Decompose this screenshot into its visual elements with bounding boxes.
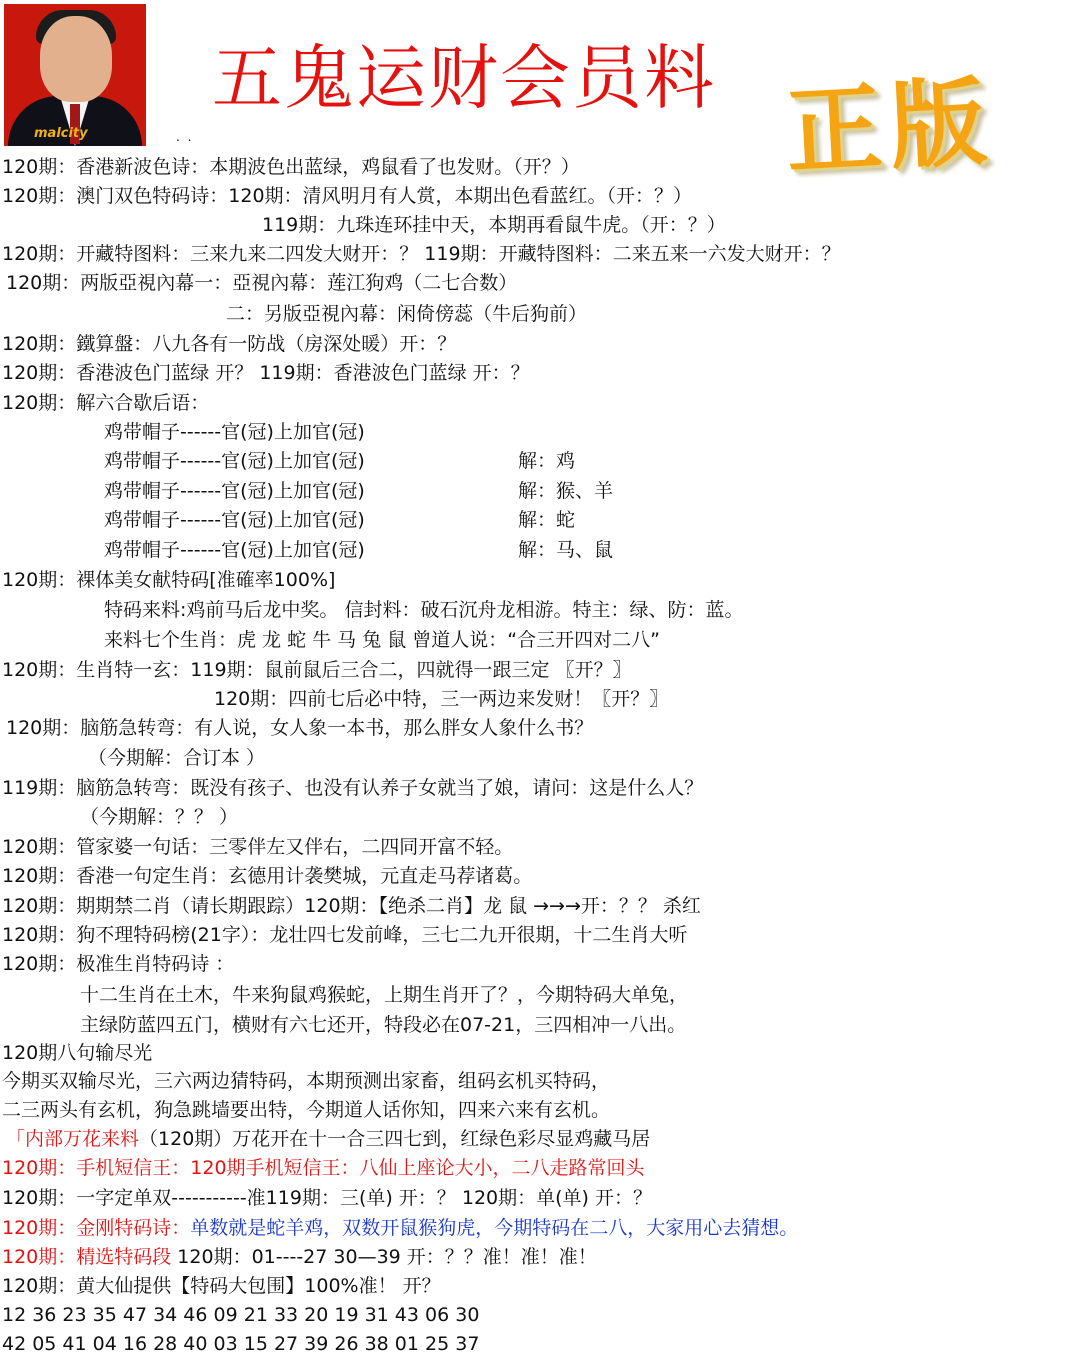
wanhua-label: 「内部万花来料 (6, 1128, 140, 1150)
line-accurate-poem-heading: 120期：极准生肖特码诗 ： (2, 953, 235, 975)
line-brain-teaser-119: 119期：脑筋急转弯：既没有孩子、也没有认养子女就当了娘，请问：这是什么人？ (2, 777, 704, 799)
decorative-dots: . . (176, 130, 194, 144)
line-macau-color-poem: 120期：澳门双色特码诗：120期：清风明月有人赏，本期出色看蓝红。（开：？） (2, 185, 693, 207)
line-selected-range (2, 1244, 597, 1270)
line-riddle-3: 鸡带帽子------官(冠)上加官(冠) (104, 480, 365, 502)
line-riddle-5: 鸡带帽子------官(冠)上加官(冠) (104, 539, 365, 561)
line-macau-119: 119期：九珠连环挂中天，本期再看鼠牛虎。（开：？） (262, 214, 726, 236)
line-atv-inside-2: 二：另版亞視內幕：闲倚傍蕊（牛后狗前） (226, 303, 588, 325)
line-code-source: 特码来料:鸡前马后龙中奖。 信封料：破石沉舟龙相游。特主：绿、防：蓝。 (104, 599, 744, 621)
line-riddle-2-answer: 解：鸡 (518, 450, 576, 472)
line-riddle-5-answer: 解：马、鼠 (518, 539, 614, 561)
line-accurate-poem-2: 主绿防蓝四五门，横财有六七还开，特段必在07-21，三四相冲一八出。 (80, 1014, 687, 1036)
page-title: 五鬼运财会员料 (212, 37, 716, 119)
line-eight-verses-2: 二三两头有玄机，狗急跳墙要出特，今期道人话你知，四来六来有玄机。 (2, 1099, 611, 1121)
line-goubuli-list: 120期：狗不理特码榜(21字）：龙壮四七发前峰，三七二九开很期，十二生肖大听 (2, 924, 688, 946)
line-riddle-heading: 120期：解六合歇后语： (2, 392, 210, 414)
selected-range-label: 120期：精选特码段 (2, 1246, 172, 1268)
line-abacus: 120期：鐵算盤：八九各有一防战（房深处暖）开：？ (2, 333, 457, 355)
line-atv-inside-1: 120期：两版亞視內幕一：亞視內幕：莲江狗鸡（二七合数） (6, 272, 518, 294)
line-wong-tai-sin: 120期：黄大仙提供【特码大包围】100%准！ 开？ (2, 1275, 441, 1297)
line-vajra-poem (2, 1215, 798, 1241)
line-ban-two-zodiacs: 120期：期期禁二肖（请长期跟踪）120期：【绝杀二肖】龙 鼠 →→→开：？？ 杀红 (2, 895, 701, 917)
line-brain-teaser-119-answer: （今期解：？？ ） (80, 806, 239, 828)
line-eight-verses-1: 今期买双输尽光，三六两边猜特码，本期预测出家畜，组码玄机买特码， (2, 1070, 611, 1092)
line-riddle-2: 鸡带帽子------官(冠)上加官(冠) (104, 450, 365, 472)
vajra-label: 120期：金刚特码诗： (2, 1217, 191, 1239)
line-zodiac-mystery: 120期：生肖特一玄：119期：鼠前鼠后三合二，四就得一跟三定 〖开？〗 (2, 659, 632, 681)
line-hk-wave-door: 120期：香港波色门蓝绿 开？ 119期：香港波色门蓝绿 开：？ (2, 362, 530, 384)
line-housekeeper: 120期：管家婆一句话：三零伴左又伴右，二四同开富不轻。 (2, 836, 514, 858)
vajra-text: 单数就是蛇羊鸡，双数开鼠猴狗虎，今期特码在二八，大家用心去猜想。 (190, 1217, 799, 1239)
numbers-row-1: 12 36 23 35 47 34 46 09 21 33 20 19 31 43 06 30 (2, 1304, 480, 1326)
line-riddle-3-answer: 解：猴、羊 (518, 480, 614, 502)
photo-caption: malcity (34, 126, 88, 141)
portrait-photo (4, 4, 146, 146)
line-sms-king: 120期：手机短信王：120期手机短信王：八仙上座论大小，二八走路常回头 (2, 1157, 645, 1179)
line-zodiac-mystery-120: 120期：四前七后必中特，三一两边来发财！〖开？〗 (214, 688, 669, 710)
line-hk-one-sentence: 120期：香港一句定生肖：玄德用计袭樊城，元直走马荐诸葛。 (2, 865, 533, 887)
line-eight-verses-heading: 120期八句输尽光 (2, 1042, 153, 1064)
line-riddle-4: 鸡带帽子------官(冠)上加官(冠) (104, 509, 365, 531)
line-riddle-1: 鸡带帽子------官(冠)上加官(冠) (104, 421, 365, 443)
genuine-badge: 正版 (783, 65, 997, 189)
line-brain-teaser-120: 120期：脑筋急转弯：有人说，女人象一本书，那么胖女人象什么书？ (6, 717, 594, 739)
numbers-row-2: 42 05 41 04 16 28 40 03 15 27 39 26 38 01 25 37 (2, 1333, 480, 1355)
selected-range-text: 120期：01----27 30—39 开：？？准！准！准！ (171, 1246, 597, 1268)
portrait-face (40, 16, 112, 102)
line-hk-wave-poem: 120期：香港新波色诗：本期波色出蓝绿，鸡鼠看了也发财。（开？） (2, 156, 580, 178)
line-riddle-4-answer: 解：蛇 (518, 509, 576, 531)
line-accurate-poem-1: 十二生肖在土木，牛来狗鼠鸡猴蛇，上期生肖开了？，今期特码大单兔， (80, 984, 689, 1006)
line-beauty-code: 120期：裸体美女献特码[准確率100%] (2, 569, 336, 591)
line-seven-zodiacs: 来料七个生肖：虎 龙 蛇 牛 马 兔 鼠 曾道人说：“合三开四对二八” (104, 629, 660, 651)
line-hidden-figure: 120期：开藏特图料：三来九来二四发大财开：？ 119期：开藏特图料：二来五来一六发大财开：？ (2, 243, 841, 265)
line-wanhua (6, 1126, 650, 1152)
line-brain-teaser-120-answer: （今期解：合订本 ） (88, 747, 266, 769)
line-odd-even: 120期：一字定单双-----------准119期：三(单) 开：？ 120期：单(单) 开：？ (2, 1187, 652, 1209)
wanhua-text: （120期）万花开在十一合三四七到，红绿色彩尽显鸡藏马居 (139, 1128, 651, 1150)
